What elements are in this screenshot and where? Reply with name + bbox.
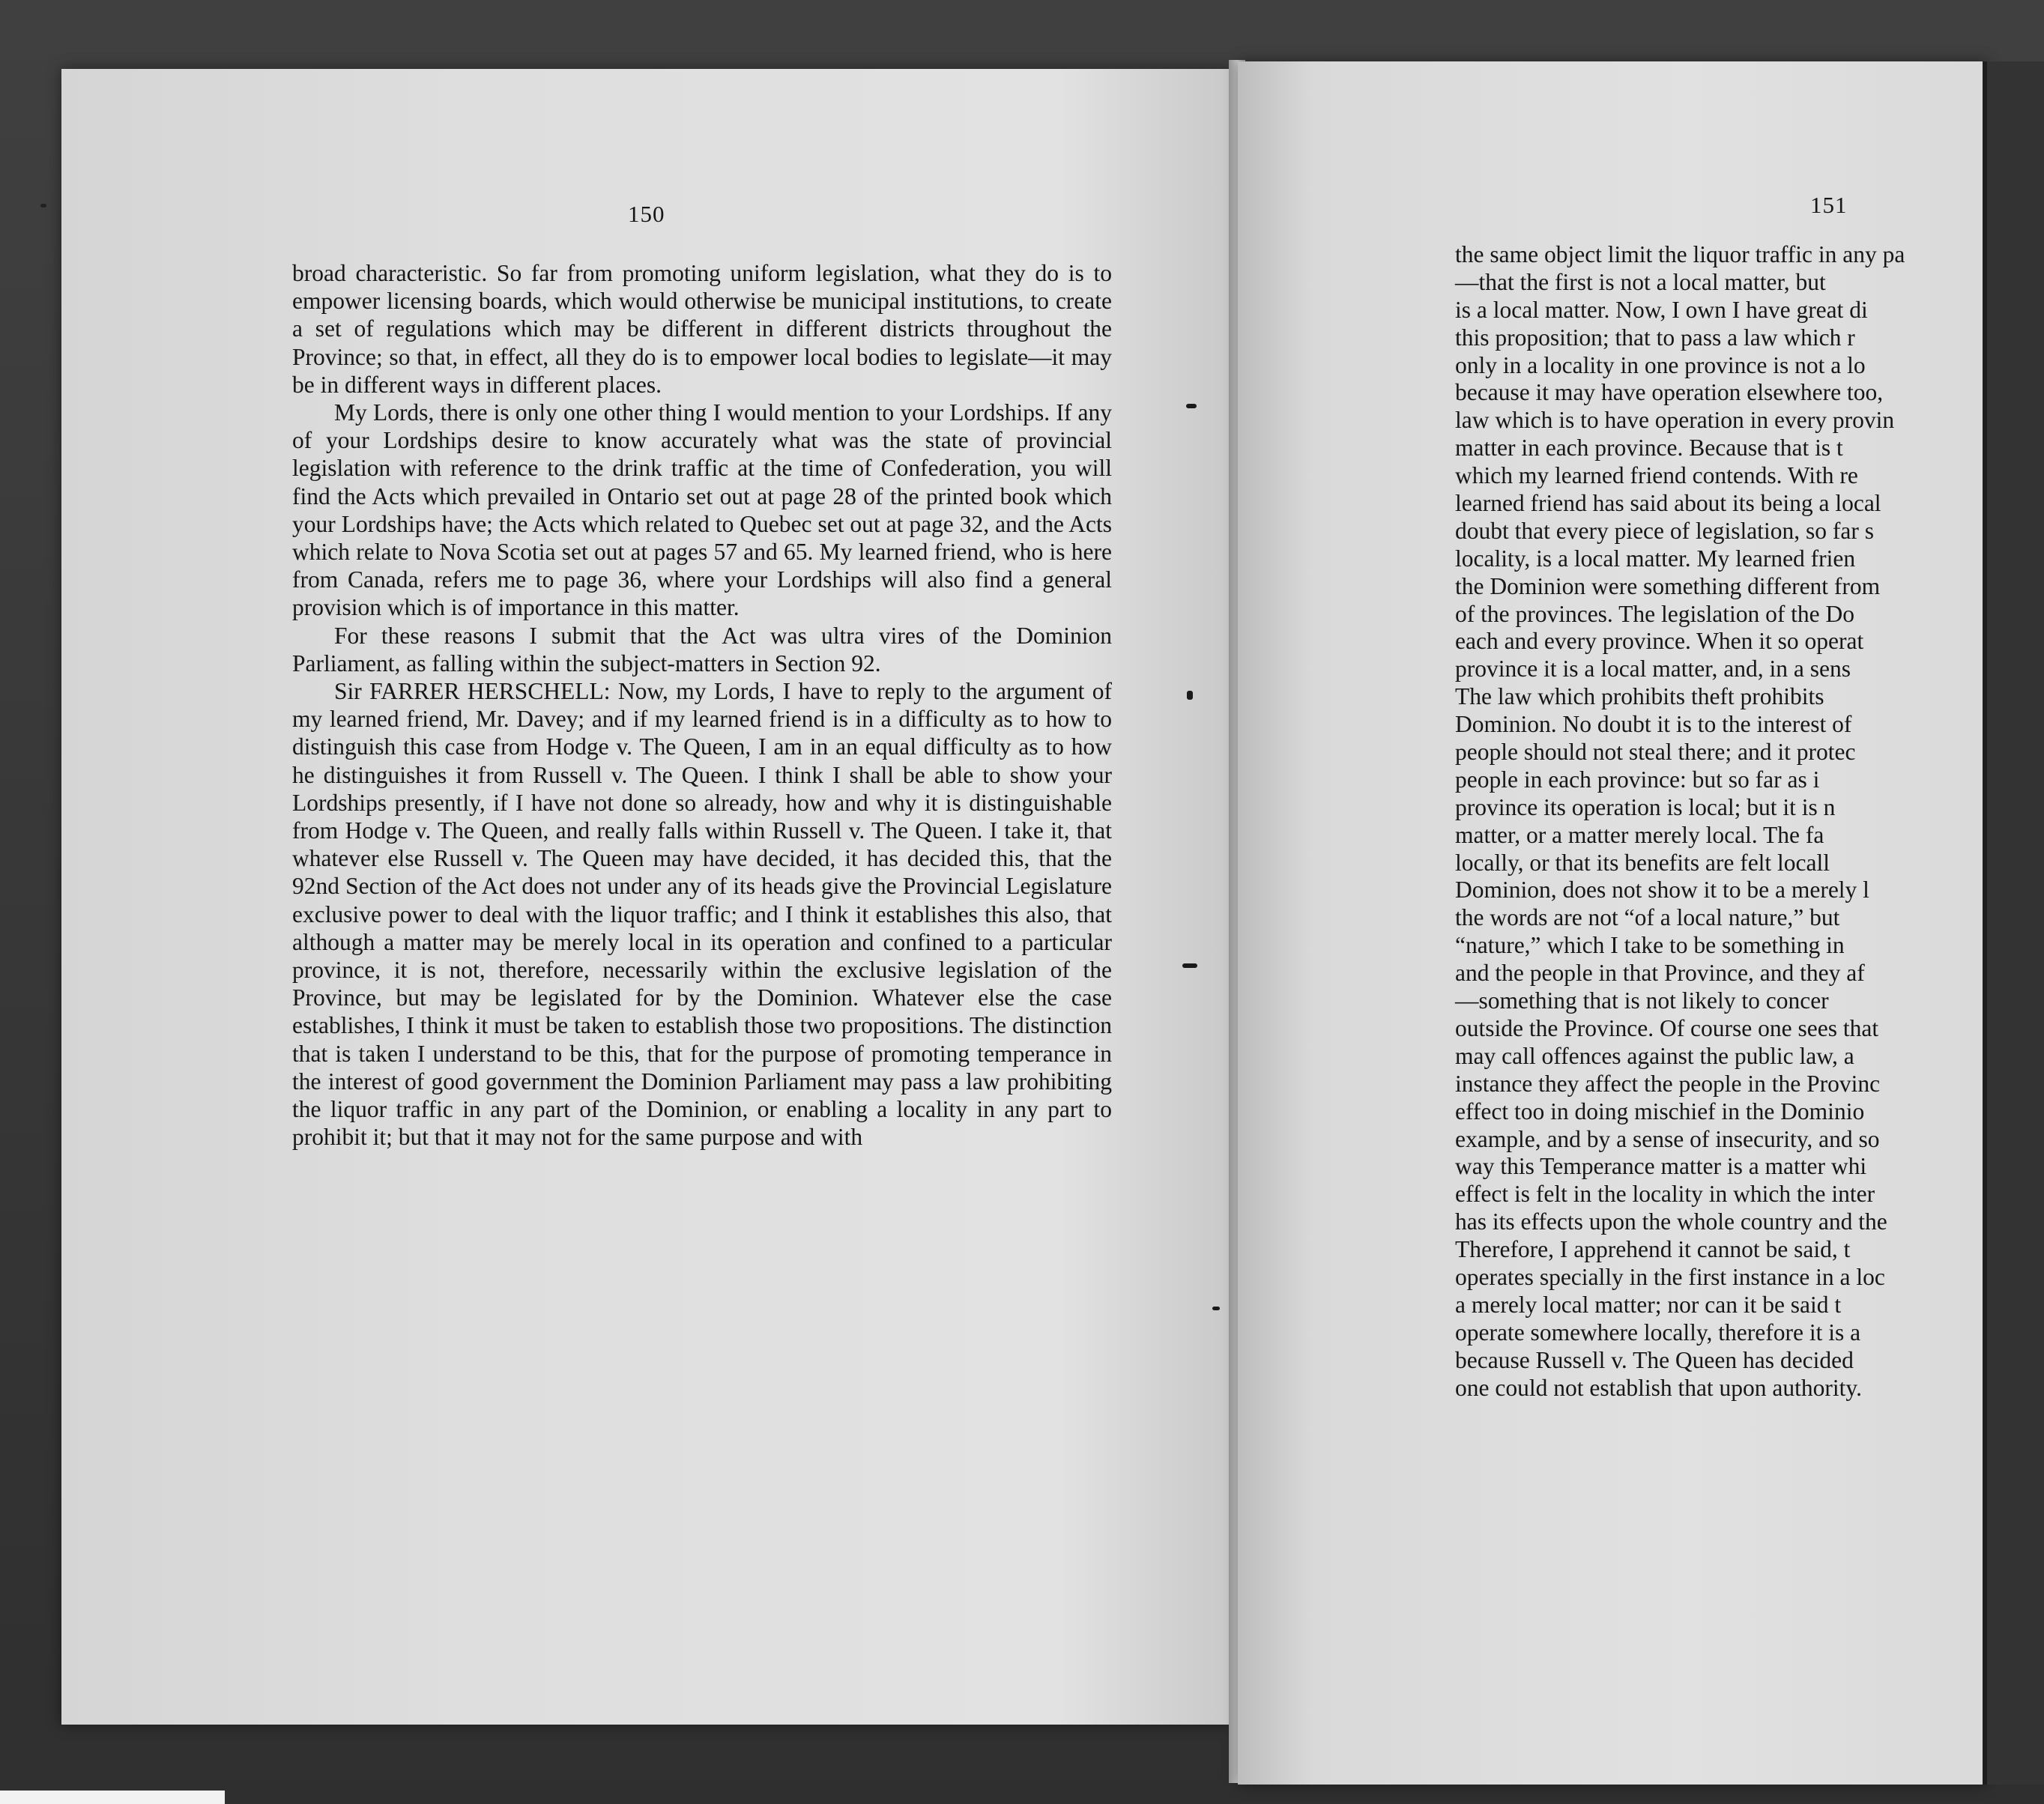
text-line: and the people in that Province, and they af <box>1455 960 1865 987</box>
text-line: province its operation is local; but it is n <box>1455 793 1836 820</box>
text-line: one could not establish that upon authority. <box>1455 1374 1862 1401</box>
text-line: —something that is not likely to concer <box>1455 987 1829 1014</box>
stitch-mark <box>1187 691 1193 700</box>
text-line: which my learned friend contends. With re <box>1455 462 1858 489</box>
paragraph-3: For these reasons I submit that the Act was ultra vires of the Dominion Parliament, as falling within the subject-matters in Section 92. <box>292 622 1112 676</box>
text-line: Therefore, I apprehend it cannot be said, t <box>1455 1236 1851 1263</box>
stitch-mark <box>1186 404 1197 408</box>
paragraph-4: Sir FARRER HERSCHELL: Now, my Lords, I have to reply to the argument of my learned friend, Mr. Davey; and if my learned friend is in a difficulty as to how to distinguish this case from Hodge v. The Queen, I am in an equal difficulty as to how he distinguishes it from Russell v. The Queen. I think I shall be able to show your Lordships presently, if I have not done so already, how and why it is distinguishable from Hodge v. The Queen, and really falls within Russell v. The Queen. I take it, that whatever else Russell v. The Queen may have decided, it has decided this, that the 92nd Section of the Act does not under any of its heads give the Provincial Legislature exclusive power to deal with the liquor traffic; and I think it establishes this also, that although a matter may be merely local in its operation and confined to a particular province, it is not, therefore, necessarily within the exclusive legislation of the Province, but may be legislated for by the Dominion. Whatever else the case establishes, I think it must be taken to establish those two propositions. The distinction that is taken I understand to be this, that for the purpose of promoting temperance in the interest of good government the Dominion Parliament may pass a law prohibiting the liquor traffic in any part of the Dominion, or enabling a locality in any part to prohibit it; but that it may not for the same purpose and with <box>292 678 1112 1151</box>
text-line: matter in each province. Because that is t <box>1455 435 1843 461</box>
text-line: people in each province: but so far as i <box>1455 766 1820 793</box>
paragraph-1: broad characteristic. So far from promoting uniform legislation, what they do is to empower licensing boards, which would otherwise be municipal institutions, to create a set of regulations which may be different in different districts throughout the Province; so that, in effect, all they do is to empower local bodies to legislate—it may be in different ways in different places. <box>292 260 1112 398</box>
scan-edge <box>1987 61 2044 1785</box>
text-line: law which is to have operation in every provin <box>1455 407 1895 434</box>
text-line: operates specially in the first instance in a loc <box>1455 1263 1885 1290</box>
text-line: Dominion. No doubt it is to the interest of <box>1455 711 1852 738</box>
text-line: each and every province. When it so operat <box>1455 628 1864 655</box>
paragraph-2: My Lords, there is only one other thing I would mention to your Lordships. If any of your Lordships desire to know accurately what was the state of provincial legislation with reference to the drink traffic at the time of Confederation, you will find the Acts which prevailed in Ontario set out at page 28 of the printed book which your Lordships have; the Acts which related to Quebec set out at page 32, and the Acts which relate to Nova Scotia set out at pages 57 and 65. My learned friend, who is here from Canada, refers me to page 36, where your Lordships will also find a general provision which is of importance in this matter. <box>292 399 1112 621</box>
page-number-left: 150 <box>628 201 665 227</box>
text-line: instance they affect the people in the Provinc <box>1455 1070 1881 1097</box>
right-page-body <box>1455 241 1987 1402</box>
text-line: may call offences against the public law, a <box>1455 1042 1854 1069</box>
text-line: of the provinces. The legislation of the Do <box>1455 600 1855 627</box>
text-line: a merely local matter; nor can it be said t <box>1455 1291 1842 1318</box>
text-line: “nature,” which I take to be something in <box>1455 932 1845 959</box>
text-line: only in a locality in one province is not a lo <box>1455 351 1866 378</box>
text-line: locally, or that its benefits are felt locall <box>1455 849 1830 876</box>
text-line: doubt that every piece of legislation, so far s <box>1455 517 1874 544</box>
text-line: Dominion, does not show it to be a merely l <box>1455 877 1869 903</box>
text-line: effect is felt in the locality in which the inter <box>1455 1181 1875 1208</box>
text-line: is a local matter. Now, I own I have great di <box>1455 296 1868 323</box>
text-line: because it may have operation elsewhere too, <box>1455 379 1884 406</box>
scan-speck <box>40 204 46 208</box>
text-line: The law which prohibits theft prohibits <box>1455 683 1824 710</box>
text-line: province it is a local matter, and, in a sens <box>1455 656 1851 682</box>
text-line: effect too in doing mischief in the Dominio <box>1455 1098 1865 1125</box>
left-page <box>61 69 1232 1725</box>
text-line: learned friend has said about its being a local <box>1455 490 1881 517</box>
text-line: the words are not “of a local nature,” but <box>1455 904 1840 931</box>
text-line: this proposition; that to pass a law which r <box>1455 324 1855 351</box>
text-line: outside the Province. Of course one sees that <box>1455 1014 1879 1041</box>
text-line: operate somewhere locally, therefore it is a <box>1455 1319 1861 1346</box>
text-line: the Dominion were something different from <box>1455 572 1881 599</box>
text-line: has its effects upon the whole country and the <box>1455 1208 1887 1235</box>
text-line: the same object limit the liquor traffic in any pa <box>1455 241 1905 267</box>
stitch-mark <box>1182 963 1197 968</box>
text-line: way this Temperance matter is a matter whi <box>1455 1153 1867 1180</box>
text-line: matter, or a matter merely local. The fa <box>1455 821 1824 848</box>
text-line: —that the first is not a local matter, but <box>1455 268 1826 295</box>
page-number-right: 151 <box>1810 192 1848 218</box>
right-page <box>1238 61 1987 1785</box>
left-page-body <box>292 259 1112 1151</box>
stitch-mark <box>1212 1307 1220 1310</box>
text-line: people should not steal there; and it protec <box>1455 739 1856 766</box>
text-line: example, and by a sense of insecurity, and so <box>1455 1125 1880 1152</box>
text-line: because Russell v. The Queen has decided <box>1455 1346 1854 1373</box>
text-line: locality, is a local matter. My learned frien <box>1455 545 1856 572</box>
scan-edge-bottom <box>0 1791 225 1804</box>
